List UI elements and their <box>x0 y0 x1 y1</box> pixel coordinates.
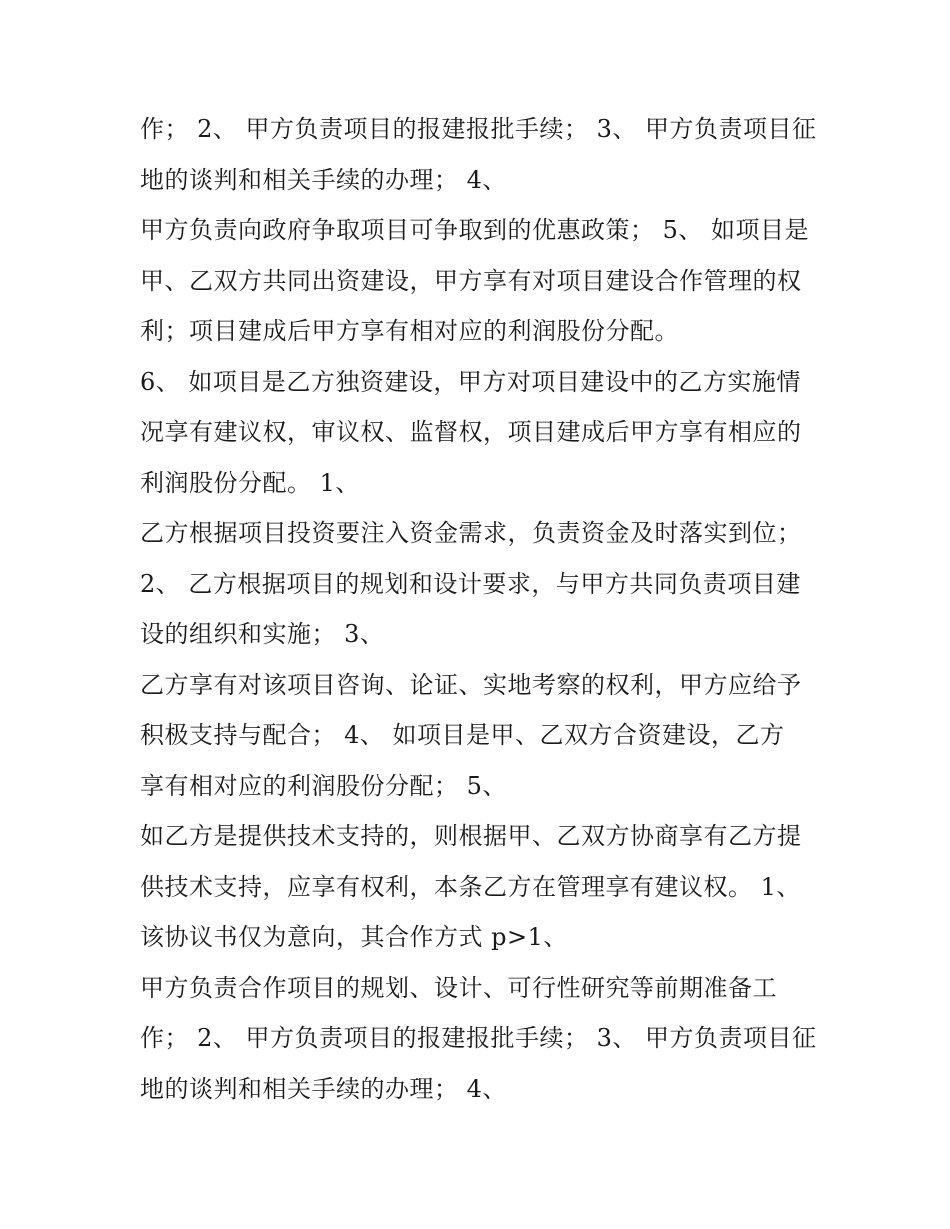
text-line: 甲、乙双方共同出资建设，甲方享有对项目建设合作管理的权 <box>140 266 802 295</box>
document-body <box>140 104 820 1114</box>
text-line: 享有相对应的利润股份分配； 5、 <box>140 771 507 800</box>
text-line: 甲方负责向政府争取项目可争取到的优惠政策； 5、 如项目是 <box>140 216 810 244</box>
text-line: 地的谈判和相关手续的办理； 4、 <box>140 1074 507 1103</box>
text-line: 乙方享有对该项目咨询、论证、实地考察的权利，甲方应给予 <box>140 670 802 699</box>
text-line: 积极支持与配合； 4、 如项目是甲、乙双方合资建设，乙方 <box>140 721 785 749</box>
text-line: 2、 乙方根据项目的规划和设计要求，与甲方共同负责项目建 <box>140 569 801 598</box>
text-line: 6、 如项目是乙方独资建设，甲方对项目建设中的乙方实施情 <box>140 367 801 396</box>
text-line: 作； 2、 甲方负责项目的报建报批手续； 3、 甲方负责项目征 <box>140 115 817 143</box>
text-line: 如乙方是提供技术支持的，则根据甲、乙双方协商享有乙方提 <box>140 822 802 850</box>
text-line: 甲方负责合作项目的规划、设计、可行性研究等前期准备工 <box>140 973 777 1002</box>
text-line: 设的组织和实施； 3、 <box>140 620 385 648</box>
text-line: 作； 2、 甲方负责项目的报建报批手续； 3、 甲方负责项目征 <box>140 1024 817 1052</box>
text-line: 地的谈判和相关手续的办理； 4、 <box>140 165 507 194</box>
text-line: 利；项目建成后甲方享有相对应的利润股份分配。 <box>140 317 679 345</box>
text-line: 该协议书仅为意向，其合作方式 p>1、 <box>140 923 568 951</box>
text-line: 况享有建议权，审议权、监督权，项目建成后甲方享有相应的 <box>140 418 802 446</box>
text-line: 乙方根据项目投资要注入资金需求，负责资金及时落实到位； <box>140 519 802 547</box>
text-line: 供技术支持，应享有权利，本条乙方在管理享有建议权。 1、 <box>140 872 801 901</box>
text-line: 利润股份分配。 1、 <box>140 468 360 497</box>
